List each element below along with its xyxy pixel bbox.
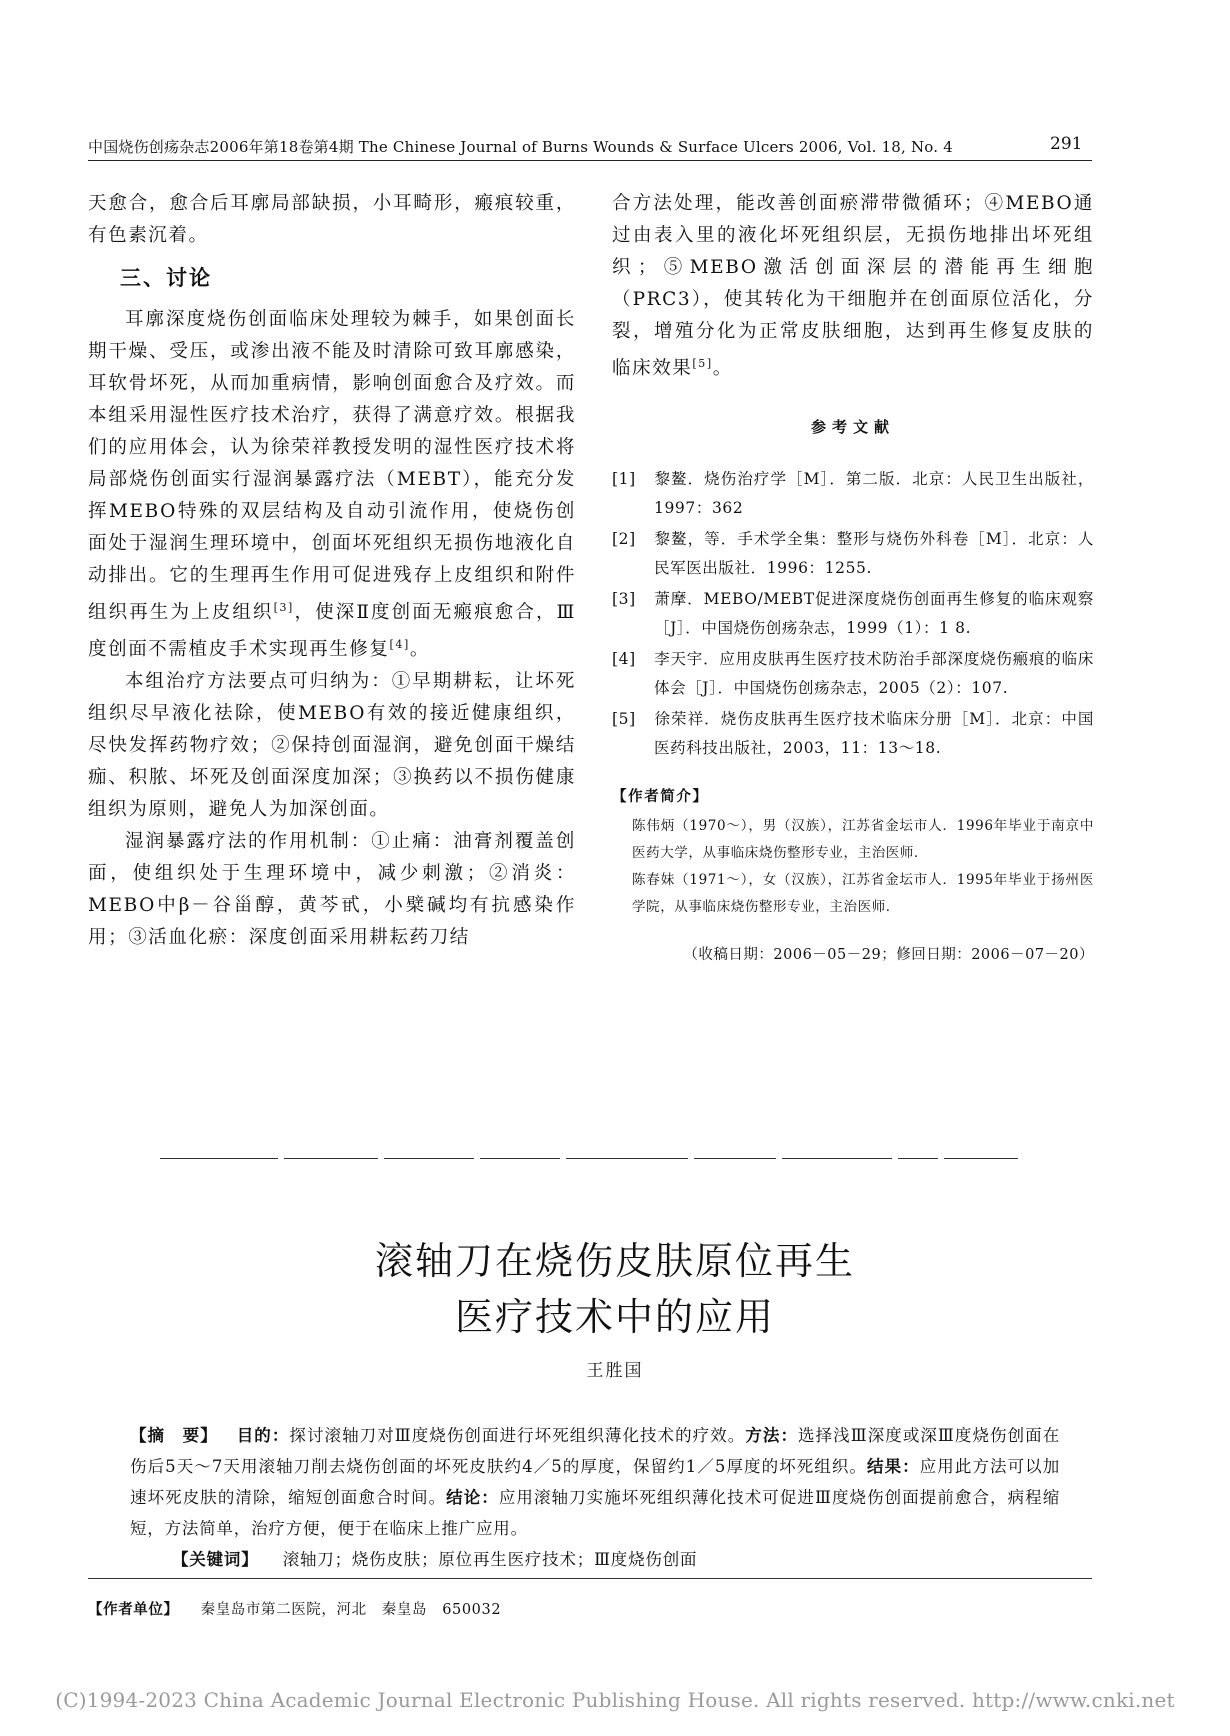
reference-list: [612, 465, 1094, 763]
reference-item: [3] 萧摩．MEBO/MEBT促进深度烧伤创面再生修复的临床观察［J］．中国烧伤创疡杂志，1999（1）：1 8.: [612, 590, 1094, 638]
results-label: 结果：: [867, 1457, 920, 1476]
paragraph-discussion-4: [612, 188, 1094, 385]
citation-5: [5]: [692, 357, 713, 370]
paragraph-text: ，使深Ⅱ度创面无瘢痕愈合，Ⅲ度创面不需植皮手术实现再生修复: [88, 602, 576, 661]
affiliation-text: 秦皇岛市第二医院，河北 秦皇岛 650032: [200, 1602, 502, 1618]
paragraph-continued: 天愈合，愈合后耳廓局部缺损，小耳畸形，瘢痕较重，有色素沉着。: [88, 193, 576, 246]
reference-item: [2] 黎鳌，等．手术学全集：整形与烧伤外科卷［M］．北京：人民军医出版社．1996：1255.: [612, 530, 1094, 578]
reference-item: [4] 李天宇．应用皮肤再生医疗技术防治手部深度烧伤瘢痕的临床体会［J］．中国烧伤创疡杂志，2005（2）：107.: [612, 650, 1094, 698]
methods-label: 方法：: [745, 1426, 799, 1445]
received-revised-dates: （收稿日期：2006－05－29；修回日期：2006－07－20）: [683, 947, 1094, 964]
keywords-text: 滚轴刀；烧伤皮肤；原位再生医疗技术；Ⅲ度烧伤创面: [282, 1550, 698, 1569]
paragraph-discussion-1: [88, 304, 576, 666]
running-head: 中国烧伤创疡杂志2006年第18卷第4期 The Chinese Journal of Burns Wounds & Surface Ulcers 2006, Vol. 18, No. 4: [88, 138, 953, 156]
abstract: [130, 1420, 1060, 1544]
affiliation-label: 【作者单位】: [88, 1602, 179, 1618]
article-title-line-1: 滚轴刀在烧伤皮肤原位再生: [374, 1239, 855, 1283]
keywords-rule: [88, 1578, 1092, 1579]
left-column: [88, 188, 576, 954]
results-text: 应用此方法可以加速坏死皮肤的清除，缩短创面愈合时间。: [130, 1457, 1061, 1507]
citation-4: [4]: [389, 638, 410, 652]
paragraph-discussion-2: 本组治疗方法要点可归纳为：①早期耕耘，让坏死组织尽早液化祛除，使MEBO有效的接近健康组织，尽快发挥药物疗效；②保持创面湿润，避免创面干燥结痂、积脓、坏死及创面深度加深；③换药以不损伤健康组织为原则，避免人为加深创面。: [88, 671, 576, 821]
copyright-footer: (C)1994-2023 China Academic Journal Electronic Publishing House. All rights reserved. http://www.cnki.net: [55, 1688, 1175, 1712]
header-rule: [88, 160, 1092, 161]
keywords-label: 【关键词】: [172, 1550, 259, 1569]
author-info-item: 陈春妹（1971～），女（汉族），江苏省金坛市人．1995年毕业于扬州医学院，从事临床烧伤整形专业，主治医师．: [632, 872, 1094, 916]
citation-3: [3]: [273, 601, 294, 614]
reference-item: [1] 黎鳌．烧伤治疗学［M］．第二版．北京：人民卫生出版社，1997：362: [612, 470, 1094, 518]
section-heading-discussion: 三、讨论: [120, 266, 212, 290]
paragraph-discussion-3: 湿润暴露疗法的作用机制：①止痛：油膏剂覆盖创面，使组织处于生理环境中，减少刺激；②消炎：MEBO中β－谷甾醇，黄芩甙，小檗碱均有抗感染作用；③活血化瘀：深度创面采用耕耘药刀结: [88, 831, 576, 949]
conclusion-text: 应用滚轴刀实施坏死组织薄化技术可促进Ⅲ度烧伤创面提前愈合，病程缩短，方法简单，治疗方便，便于在临床上推广应用。: [130, 1488, 1061, 1538]
article-separator: [0, 1158, 1230, 1160]
right-column: [612, 188, 1094, 971]
conclusion-label: 结论：: [446, 1488, 499, 1507]
author-info-item: 陈伟炳（1970～），男（汉族），江苏省金坛市人．1996年毕业于南京中医药大学，从事临床烧伤整形专业，主治医师．: [632, 818, 1094, 862]
paragraph-text: 合方法处理，能改善创面瘀滞带微循环；④MEBO通过由表入里的液化坏死组织层，无损伤地排出坏死组织；⑤MEBO激活创面深层的潜能再生细胞（PRC3），使其转化为干细胞并在创面原位活化，分裂，增殖分化为正常皮肤细胞，达到再生修复皮肤的临床效果: [612, 193, 1094, 380]
reference-item: [5] 徐荣祥．烧伤皮肤再生医疗技术临床分册［M］．北京：中国医药科技出版社，2003，11：13～18.: [612, 710, 1094, 758]
article-title-line-2: 医疗技术中的应用: [454, 1295, 775, 1339]
objective-label: 目的：: [236, 1426, 290, 1445]
author-info-label: 【作者简介】: [612, 789, 709, 806]
references-heading: 参考文献: [810, 418, 895, 437]
paragraph-text: 。: [409, 639, 431, 661]
keywords: [172, 1546, 1072, 1570]
page-number: 291: [1050, 134, 1083, 154]
abstract-label: 【摘 要】: [130, 1426, 218, 1445]
methods-text: 选择浅Ⅲ深度或深Ⅲ度烧伤创面在伤后5天～7天用滚轴刀削去烧伤创面的坏死皮肤约4／5的厚度，保留约1／5厚度的坏死组织。: [130, 1426, 1061, 1476]
objective-text: 探讨滚轴刀对Ⅲ度烧伤创面进行坏死组织薄化技术的疗效。: [289, 1426, 746, 1445]
article-author: 王胜国: [586, 1361, 644, 1381]
author-affiliation: [88, 1598, 1088, 1619]
paragraph-text: 。: [712, 358, 733, 380]
paragraph-text: 耳廓深度烧伤创面临床处理较为棘手，如果创面长期干燥、受压，或渗出液不能及时清除可致耳廓感染，耳软骨坏死，从而加重病情，影响创面愈合及疗效。而本组采用湿性医疗技术治疗，获得了满意疗效。根据我们的应用体会，认为徐荣祥教授发明的湿性医疗技术将局部烧伤创面实行湿润暴露疗法（MEBT），能充分发挥MEBO特殊的双层结构及自动引流作用，使烧伤创面处于湿润生理环境中，创面坏死组织无损伤地液化自动排出。它的生理再生作用可促进残存上皮组织和附件组织再生为上皮组织: [88, 309, 576, 624]
